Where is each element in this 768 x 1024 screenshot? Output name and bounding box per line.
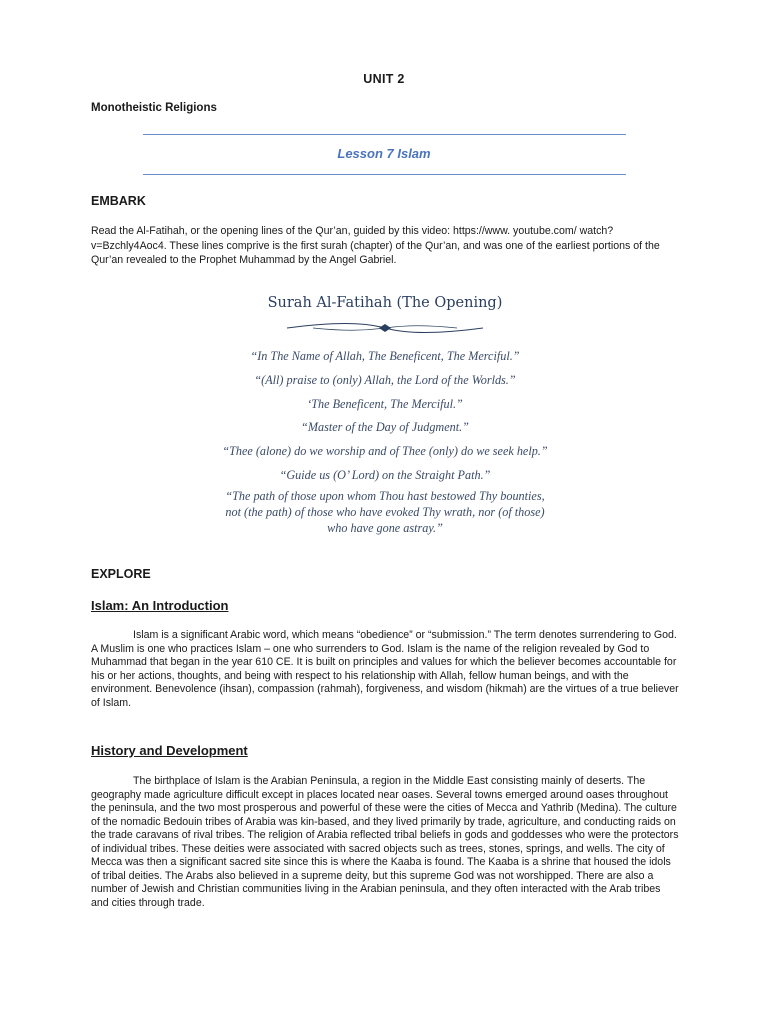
surah-image: [190, 292, 580, 542]
verse-line: “Master of the Day of Judgment.”: [301, 420, 469, 434]
verse-line: not (the path) of those who have evoked Thy wrath, nor (of those): [225, 505, 545, 519]
verse-line: “Guide us (O’ Lord) on the Straight Path.”: [279, 468, 491, 482]
history-heading: History and Development: [91, 743, 248, 758]
history-paragraph: The birthplace of Islam is the Arabian Peninsula, a region in the Middle East consisting mainly of deserts. The geography made agriculture difficult except in places located near oases. Several towns emerged around oases throughout the peninsula, and the two most prosperous and powerful of these were the cities of Mecca and Yathrib (Medina). The culture of the nomadic Bedouin tribes of Arabia was kin-based, and they lived primarily by trade, agriculture, and conducting raids on the trade caravans of rival tribes. The religion of Arabia reflected tribal beliefs in gods and goddesses who were the protectors of individual tribes. These deities were associated with sacred objects such as trees, stones, springs, and wells. The city of Mecca was then a significant sacred site since this is where the Kaaba is found. The Kaaba is a shrine that housed the idols of tribal deities. The Arabs also believed in a supreme deity, but this supreme God was not worshipped. There are also a number of Jewish and Christian communities living in the Arabian peninsula, and they often interacted with the Arab tribes and cities through trade.: [91, 775, 679, 909]
verse-line: “In The Name of Allah, The Beneficent, The Merciful.”: [250, 349, 520, 363]
verse-line: “(All) praise to (only) Allah, the Lord of the Worlds.”: [254, 373, 516, 387]
surah-title: Surah Al-Fatihah (The Opening): [267, 295, 503, 311]
divider-top: [143, 134, 626, 135]
divider-bottom: [143, 174, 626, 175]
flourish-ornament-icon: [283, 320, 487, 336]
explore-heading: EXPLORE: [91, 567, 151, 581]
unit-title: UNIT 2: [363, 72, 405, 86]
verse-line: who have gone astray.”: [327, 521, 443, 535]
lesson-title: Lesson 7 Islam: [337, 146, 431, 161]
verse-line: “The path of those upon whom Thou hast bestowed Thy bounties,: [225, 489, 545, 503]
subject-title: Monotheistic Religions: [91, 102, 217, 114]
intro-heading: Islam: An Introduction: [91, 598, 229, 613]
embark-paragraph: Read the Al-Fatihah, or the opening lines of the Qur’an, guided by this video: https://www. youtube.com/ watch?v=Bzchly4Aoc4. These lines comprive is the first surah (chapter) of the Qur’an, and was one of the earliest portions of the Qur’an revealed to the Prophet Muhammad by the Angel Gabriel.: [91, 225, 660, 266]
intro-paragraph: Islam is a significant Arabic word, which means “obedience” or “submission.” The term denotes surrendering to God. A Muslim is one who practices Islam – one who surrenders to God. Islam is the name of the religion revealed by God to Muhammad that began in the year 610 CE. It is built on principles and values for which the believer becomes accountable for his or her actions, thoughts, and being with respect to his relationship with Allah, fellow human beings, and with the environment. Benevolence (ihsan), compassion (rahmah), forgiveness, and wisdom (hikmah) are the virtues of a true believer of Islam.: [91, 629, 679, 709]
embark-heading: EMBARK: [91, 194, 146, 208]
verse-line: ‘The Beneficent, The Merciful.”: [307, 397, 463, 411]
verse-line: “Thee (alone) do we worship and of Thee (only) do we seek help.”: [222, 444, 548, 458]
